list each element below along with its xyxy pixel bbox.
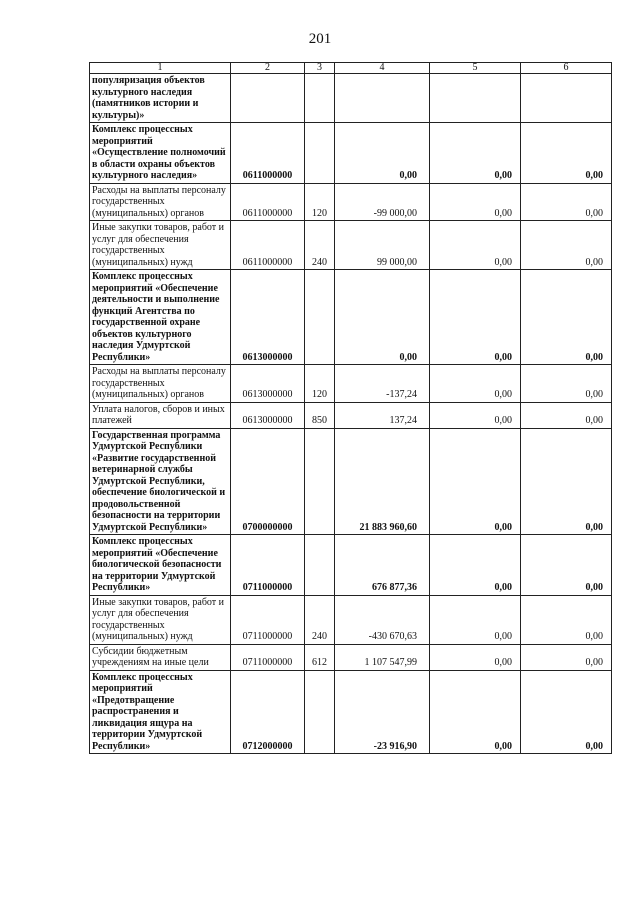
row-name-cell: Расходы на выплаты персоналу государственных (муниципальных) органов (90, 365, 231, 403)
column-header-6: 6 (521, 63, 612, 74)
row-year3-amount-cell: 0,00 (521, 270, 612, 365)
table-body (90, 74, 612, 754)
table-row (90, 535, 612, 596)
row-expense-type-cell (305, 535, 335, 596)
row-name-cell: Иные закупки товаров, работ и услуг для обеспечения государственных (муниципальных) нужд (90, 595, 231, 644)
row-expense-type-cell: 612 (305, 644, 335, 670)
budget-table (89, 62, 612, 754)
row-expense-type-cell: 240 (305, 595, 335, 644)
row-year2-amount-cell: 0,00 (430, 123, 521, 184)
table-row (90, 365, 612, 403)
row-code-cell: 0613000000 (231, 270, 305, 365)
row-amount-cell: 0,00 (335, 270, 430, 365)
row-amount-cell: 99 000,00 (335, 221, 430, 270)
row-code-cell: 0611000000 (231, 221, 305, 270)
row-code-cell: 0711000000 (231, 644, 305, 670)
table-row (90, 428, 612, 535)
row-year3-amount-cell: 0,00 (521, 123, 612, 184)
column-header-2: 2 (231, 63, 305, 74)
table-row (90, 670, 612, 754)
row-name-cell: популяризация объектов культурного наследия (памятников истории и культуры)» (90, 74, 231, 123)
row-expense-type-cell: 850 (305, 402, 335, 428)
row-expense-type-cell (305, 428, 335, 535)
row-amount-cell: 21 883 960,60 (335, 428, 430, 535)
column-number-row (90, 63, 612, 74)
row-name-cell: Комплекс процессных мероприятий «Осуществление полномочий в области охраны объектов культурного наследия» (90, 123, 231, 184)
row-code-cell: 0712000000 (231, 670, 305, 754)
row-expense-type-cell (305, 74, 335, 123)
row-year2-amount-cell: 0,00 (430, 221, 521, 270)
page-number: 201 (308, 31, 332, 47)
table-row (90, 644, 612, 670)
row-amount-cell: -430 670,63 (335, 595, 430, 644)
table-row (90, 74, 612, 123)
row-code-cell: 0613000000 (231, 402, 305, 428)
row-name-cell: Государственная программа Удмуртской Республики «Развитие государственной ветеринарной службы Удмуртской Республики, обеспечение биологической и продовольственной безопасности на территории Удмуртской Республики» (90, 428, 231, 535)
row-name-cell: Расходы на выплаты персоналу государственных (муниципальных) органов (90, 183, 231, 221)
column-header-5: 5 (430, 63, 521, 74)
row-amount-cell: 137,24 (335, 402, 430, 428)
row-year3-amount-cell: 0,00 (521, 183, 612, 221)
row-year3-amount-cell: 0,00 (521, 644, 612, 670)
row-expense-type-cell: 120 (305, 365, 335, 403)
row-year2-amount-cell: 0,00 (430, 183, 521, 221)
row-year2-amount-cell: 0,00 (430, 670, 521, 754)
row-year3-amount-cell: 0,00 (521, 595, 612, 644)
row-expense-type-cell: 120 (305, 183, 335, 221)
row-year2-amount-cell: 0,00 (430, 402, 521, 428)
row-expense-type-cell (305, 670, 335, 754)
row-expense-type-cell (305, 123, 335, 184)
row-amount-cell: -99 000,00 (335, 183, 430, 221)
row-name-cell: Комплекс процессных мероприятий «Обеспечение деятельности и выполнение функций Агентства по государственной охране объектов культурного наследия Удмуртской Республики» (90, 270, 231, 365)
column-header-3: 3 (305, 63, 335, 74)
row-name-cell: Субсидии бюджетным учреждениям на иные цели (90, 644, 231, 670)
row-amount-cell: 1 107 547,99 (335, 644, 430, 670)
row-year3-amount-cell (521, 74, 612, 123)
row-year3-amount-cell: 0,00 (521, 365, 612, 403)
row-code-cell (231, 74, 305, 123)
row-amount-cell: 0,00 (335, 123, 430, 184)
row-name-cell: Комплекс процессных мероприятий «Обеспечение биологической безопасности на территории Удмуртской Республики» (90, 535, 231, 596)
row-amount-cell (335, 74, 430, 123)
row-year3-amount-cell: 0,00 (521, 428, 612, 535)
table-row (90, 595, 612, 644)
column-header-1: 1 (90, 63, 231, 74)
row-code-cell: 0611000000 (231, 123, 305, 184)
row-year3-amount-cell: 0,00 (521, 402, 612, 428)
row-year2-amount-cell: 0,00 (430, 535, 521, 596)
table-row (90, 221, 612, 270)
row-amount-cell: 676 877,36 (335, 535, 430, 596)
row-code-cell: 0700000000 (231, 428, 305, 535)
row-year2-amount-cell: 0,00 (430, 644, 521, 670)
row-name-cell: Уплата налогов, сборов и иных платежей (90, 402, 231, 428)
row-amount-cell: -137,24 (335, 365, 430, 403)
row-year2-amount-cell (430, 74, 521, 123)
row-year2-amount-cell: 0,00 (430, 365, 521, 403)
row-name-cell: Иные закупки товаров, работ и услуг для обеспечения государственных (муниципальных) нужд (90, 221, 231, 270)
row-year2-amount-cell: 0,00 (430, 428, 521, 535)
row-year3-amount-cell: 0,00 (521, 221, 612, 270)
table-row (90, 183, 612, 221)
column-header-4: 4 (335, 63, 430, 74)
table-row (90, 270, 612, 365)
row-expense-type-cell: 240 (305, 221, 335, 270)
row-code-cell: 0711000000 (231, 595, 305, 644)
row-code-cell: 0611000000 (231, 183, 305, 221)
table-row (90, 402, 612, 428)
row-year3-amount-cell: 0,00 (521, 535, 612, 596)
row-code-cell: 0613000000 (231, 365, 305, 403)
row-name-cell: Комплекс процессных мероприятий «Предотвращение распространения и ликвидация ящура на территории Удмуртской Республики» (90, 670, 231, 754)
row-expense-type-cell (305, 270, 335, 365)
row-amount-cell: -23 916,90 (335, 670, 430, 754)
row-code-cell: 0711000000 (231, 535, 305, 596)
row-year2-amount-cell: 0,00 (430, 270, 521, 365)
table-row (90, 123, 612, 184)
row-year2-amount-cell: 0,00 (430, 595, 521, 644)
row-year3-amount-cell: 0,00 (521, 670, 612, 754)
